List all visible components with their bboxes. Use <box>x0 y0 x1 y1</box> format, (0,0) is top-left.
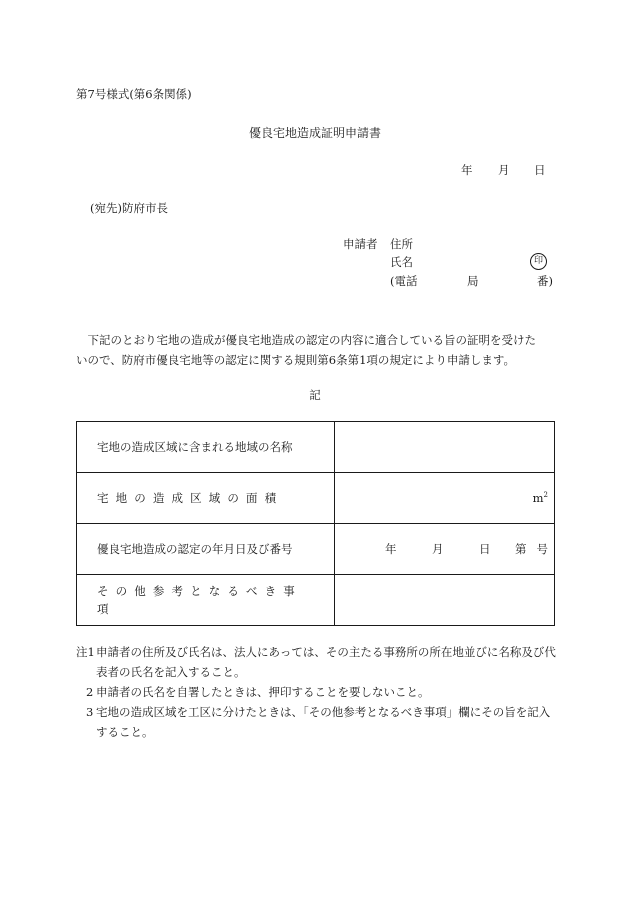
cert-year-label: 年 <box>385 542 397 556</box>
note-3 <box>76 702 556 742</box>
body-paragraph <box>76 330 556 370</box>
area-name-field[interactable] <box>335 422 555 473</box>
note-1 <box>76 642 556 682</box>
note-2 <box>76 682 556 702</box>
other-matters-label: その他参考となるべき事項 <box>77 575 335 626</box>
note-1-number: 注1 <box>76 645 95 659</box>
notes-section <box>76 642 556 742</box>
table-row <box>77 524 555 575</box>
phone-label: (電話 <box>390 274 418 288</box>
square-meter-unit: $m^2$ <box>532 491 548 505</box>
name-label: 氏名 <box>390 255 413 269</box>
addressee: (宛先)防府市長 <box>90 201 168 215</box>
table-row <box>77 473 555 524</box>
area-size-label: 宅地の造成区域の面積 <box>77 473 335 524</box>
date-day-label: 日 <box>534 163 546 177</box>
certification-date-label: 優良宅地造成の認定の年月日及び番号 <box>77 524 335 575</box>
applicant-label: 申請者 <box>343 237 378 251</box>
body-line-2: いので、防府市優良宅地等の認定に関する規則第6条第1項の規定により申請します。 <box>76 353 515 367</box>
note-3-number: 3 <box>86 705 94 719</box>
cert-month-label: 月 <box>432 542 444 556</box>
form-number: 第7号様式(第6条関係) <box>76 87 192 101</box>
area-name-label: 宅地の造成区域に含まれる地域の名称 <box>77 422 335 473</box>
phone-station-label: 局 <box>467 274 479 288</box>
application-table <box>76 421 555 626</box>
table-row <box>77 422 555 473</box>
certification-date-field[interactable] <box>335 524 555 575</box>
cert-day-label: 日 <box>479 542 491 556</box>
other-matters-field[interactable] <box>335 575 555 626</box>
note-1-text: 申請者の住所及び氏名は、法人にあっては、その主たる事務所の所在地並びに名称及び代表者の氏名を記入すること。 <box>96 645 556 679</box>
address-label: 住所 <box>390 237 413 251</box>
phone-number-label: 番) <box>537 274 553 288</box>
document-title: 優良宅地造成証明申請書 <box>248 126 381 140</box>
body-line-1: 下記のとおり宅地の造成が優良宅地造成の認定の内容に適合している旨の証明を受けた <box>87 333 536 347</box>
cert-dai-label: 第 <box>515 542 527 556</box>
note-3-text: 宅地の造成区域を工区に分けたときは、「その他参考となるべき事項」欄にその旨を記入すること。 <box>96 705 551 739</box>
area-size-field[interactable] <box>335 473 555 524</box>
date-month-label: 月 <box>498 163 510 177</box>
note-2-number: 2 <box>86 685 94 699</box>
cert-go-label: 号 <box>536 542 548 556</box>
table-row <box>77 575 555 626</box>
note-2-text: 申請者の氏名を自署したときは、押印することを要しないこと。 <box>96 685 430 699</box>
seal-mark: 印 <box>530 253 547 270</box>
date-year-label: 年 <box>461 163 473 177</box>
ki-heading: 記 <box>309 388 321 402</box>
